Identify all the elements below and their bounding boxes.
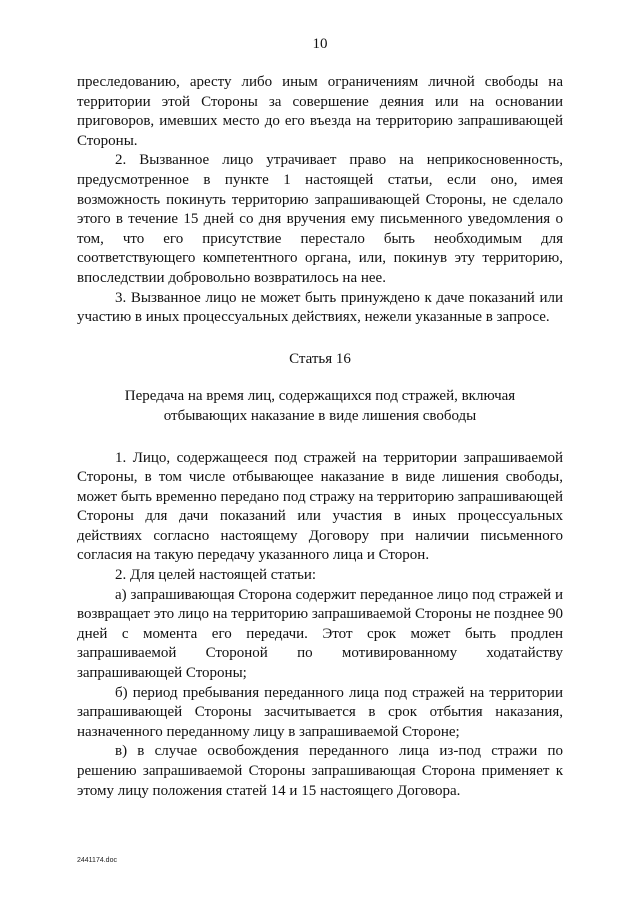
article-subitem-v: в) в случае освобождения переданного лица из-под стражи по решению запрашиваемой Стороны запрашивающая Сторона применяет к этому лицу положения статей 14 и 15 настоящего Договора. xyxy=(77,743,563,799)
article-paragraph-1: 1. Лицо, содержащееся под стражей на территории запрашиваемой Стороны, в том числе отбывающее наказание в виде лишения свободы, может быть временно передано под стражу на территорию запрашивающей Стороны для дачи показаний или участия в иных процессуальных действиях согласно настоящему Договору при наличии письменного согласия на такую передачу указанного лица и Сторон. xyxy=(77,449,563,564)
article-paragraph-2: 2. Для целей настоящей статьи: xyxy=(115,567,317,584)
paragraph-continuation: преследованию, аресту либо иным ограничениям личной свободы на территории этой Стороны за совершение деяния или на основании приговоров, имевших место до его въезда на территорию запрашивающей Стороны. xyxy=(77,74,563,149)
paragraph-item-3: 3. Вызванное лицо не может быть принуждено к даче показаний или участию в иных процессуальных действиях, нежели указанные в запросе. xyxy=(77,289,563,326)
page-number: 10 xyxy=(312,36,328,52)
article-subitem-b: б) период пребывания переданного лица под стражей на территории запрашивающей Стороны засчитывается в срок отбытия наказания, назначенного переданному лицу в запрашиваемой Стороне; xyxy=(77,684,563,740)
article-heading: Передача на время лиц, содержащихся под стражей, включая отбывающих наказание в виде лишения свободы xyxy=(124,388,516,424)
article-title: Статья 16 xyxy=(289,350,351,367)
paragraph-item-2: 2. Вызванное лицо утрачивает право на неприкосновенность, предусмотренное в пункте 1 настоящей статьи, если оно, имея возможность покинуть территорию запрашивающей Стороны, не сделало этого в течение 15 дней со дня вручения ему письменного уведомления о том, что его присутствие перестало быть необходимым для соответствующего компетентного органа, или, покинув эту территорию, впоследствии добровольно возвратилось на нее. xyxy=(77,152,563,286)
article-subitem-a: а) запрашивающая Сторона содержит переданное лицо под стражей и возвращает это лицо на территорию запрашиваемой Стороны не позднее 90 дней с момента его передачи. Этот срок может быть продлен запрашиваемой Стороной по мотивированному ходатайству запрашивающей Стороны; xyxy=(77,586,563,682)
document-body xyxy=(77,73,563,801)
footer-file-name: 2441174.doc xyxy=(77,857,117,864)
